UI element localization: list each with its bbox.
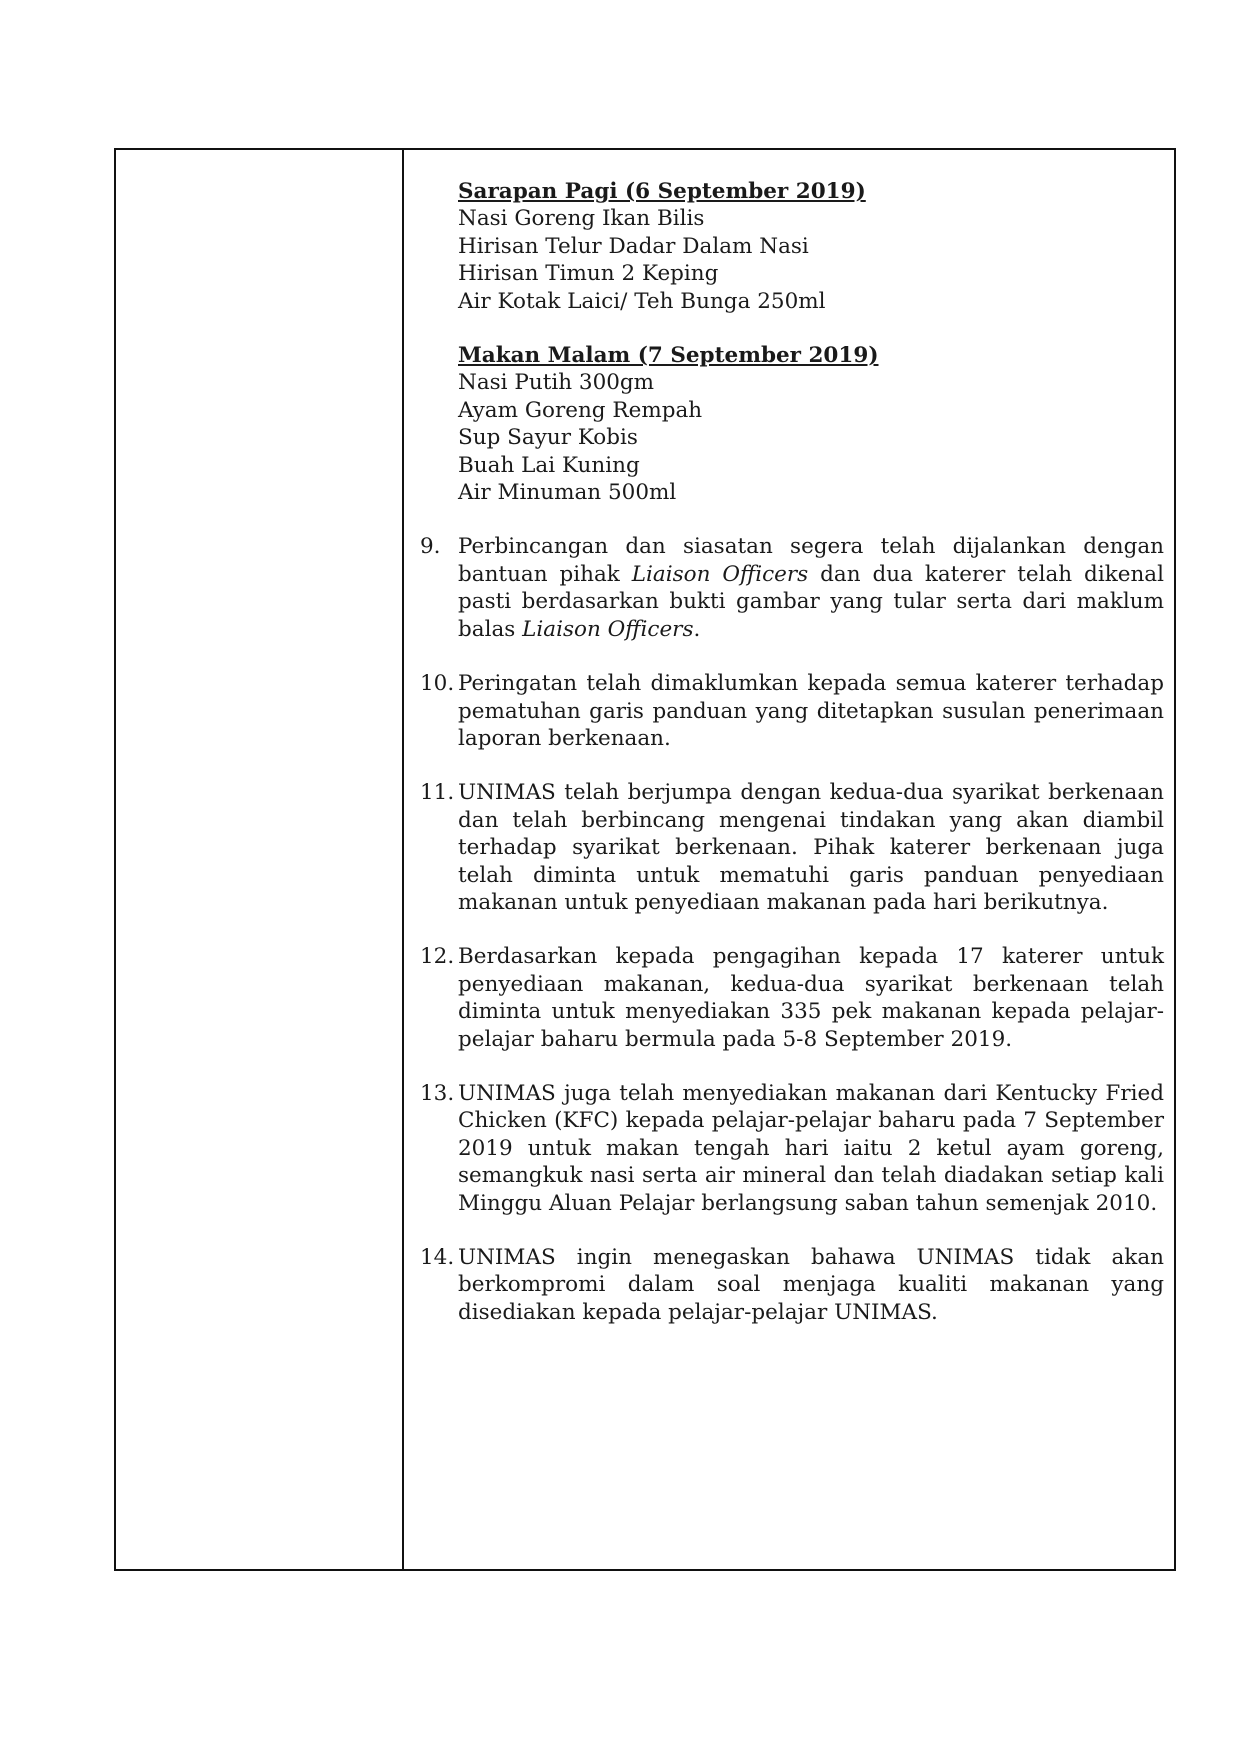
numbered-list — [420, 533, 1164, 1326]
menu-line: Ayam Goreng Rempah — [458, 397, 703, 423]
item-text: . — [693, 616, 701, 642]
item-text: Perbincangan dan siasatan segera telah dijalankan dengan bantuan pihak — [458, 534, 1164, 587]
item-text: UNIMAS telah berjumpa dengan kedua-dua syarikat berkenaan dan telah berbincang mengenai tindakan yang akan diambil terhadap syarikat berkenaan. Pihak katerer berkenaan juga telah diminta untuk mematuhi garis panduan penyediaan makanan untuk penyediaan makanan pada hari berikutnya. — [458, 780, 1164, 915]
item-number: 14. — [420, 1245, 455, 1270]
menu-breakfast — [420, 178, 1164, 315]
item-number: 9. — [420, 534, 441, 560]
column-divider — [402, 148, 404, 1571]
list-item-10 — [420, 670, 1164, 752]
list-item-13 — [420, 1080, 1164, 1217]
right-column-content — [420, 178, 1164, 1353]
menu-line: Hirisan Timun 2 Keping — [458, 261, 719, 287]
item-number: 12. — [420, 944, 455, 970]
list-item-14 — [420, 1244, 1164, 1326]
list-item-12 — [420, 943, 1164, 1053]
menu-line: Nasi Putih 300gm — [458, 370, 655, 396]
menu-line: Nasi Goreng Ikan Bilis — [458, 206, 705, 232]
item-text: UNIMAS juga telah menyediakan makanan dari Kentucky Fried Chicken (KFC) kepada pelajar-pelajar baharu pada 7 September 2019 untuk makan tengah hari iaitu 2 ketul ayam goreng, semangkuk nasi serta air mineral dan telah diadakan setiap kali Minggu Aluan Pelajar berlangsung saban tahun semenjak 2010. — [458, 1080, 1164, 1216]
item-number: 10. — [420, 671, 455, 697]
menu-title: Makan Malam (7 September 2019) — [458, 343, 879, 369]
item-text: UNIMAS ingin menegaskan bahawa UNIMAS tidak akan berkompromi dalam soal menjaga kualiti makanan yang disediakan kepada pelajar-pelajar UNIMAS. — [458, 1245, 1164, 1325]
item-text: Peringatan telah dimaklumkan kepada semua katerer terhadap pematuhan garis panduan yang ditetapkan susulan penerimaan laporan berkenaan. — [458, 671, 1164, 751]
item-text: dan dua katerer telah dikenal pasti berdasarkan bukti gambar yang tular serta dari maklum balas — [458, 561, 1164, 642]
menu-line: Sup Sayur Kobis — [458, 425, 638, 451]
list-item-9 — [420, 533, 1164, 643]
menu-line: Air Minuman 500ml — [458, 480, 677, 506]
menu-line: Air Kotak Laici/ Teh Bunga 250ml — [458, 288, 826, 314]
menu-line: Hirisan Telur Dadar Dalam Nasi — [458, 233, 809, 259]
item-number: 13. — [420, 1080, 455, 1106]
menu-line: Buah Lai Kuning — [458, 452, 640, 478]
item-text: Berdasarkan kepada pengagihan kepada 17 katerer untuk penyediaan makanan, kedua-dua syarikat berkenaan telah diminta untuk menyediakan 335 pek makanan kepada pelajar-pelajar baharu bermula pada 5-8 September 2019. — [458, 944, 1164, 1052]
item-emphasis: Liaison Officers — [522, 616, 694, 642]
item-number: 11. — [420, 780, 455, 806]
item-emphasis: Liaison Officers — [631, 561, 809, 587]
list-item-11 — [420, 779, 1164, 916]
menu-dinner — [420, 342, 1164, 506]
menu-title: Sarapan Pagi (6 September 2019) — [458, 179, 866, 204]
